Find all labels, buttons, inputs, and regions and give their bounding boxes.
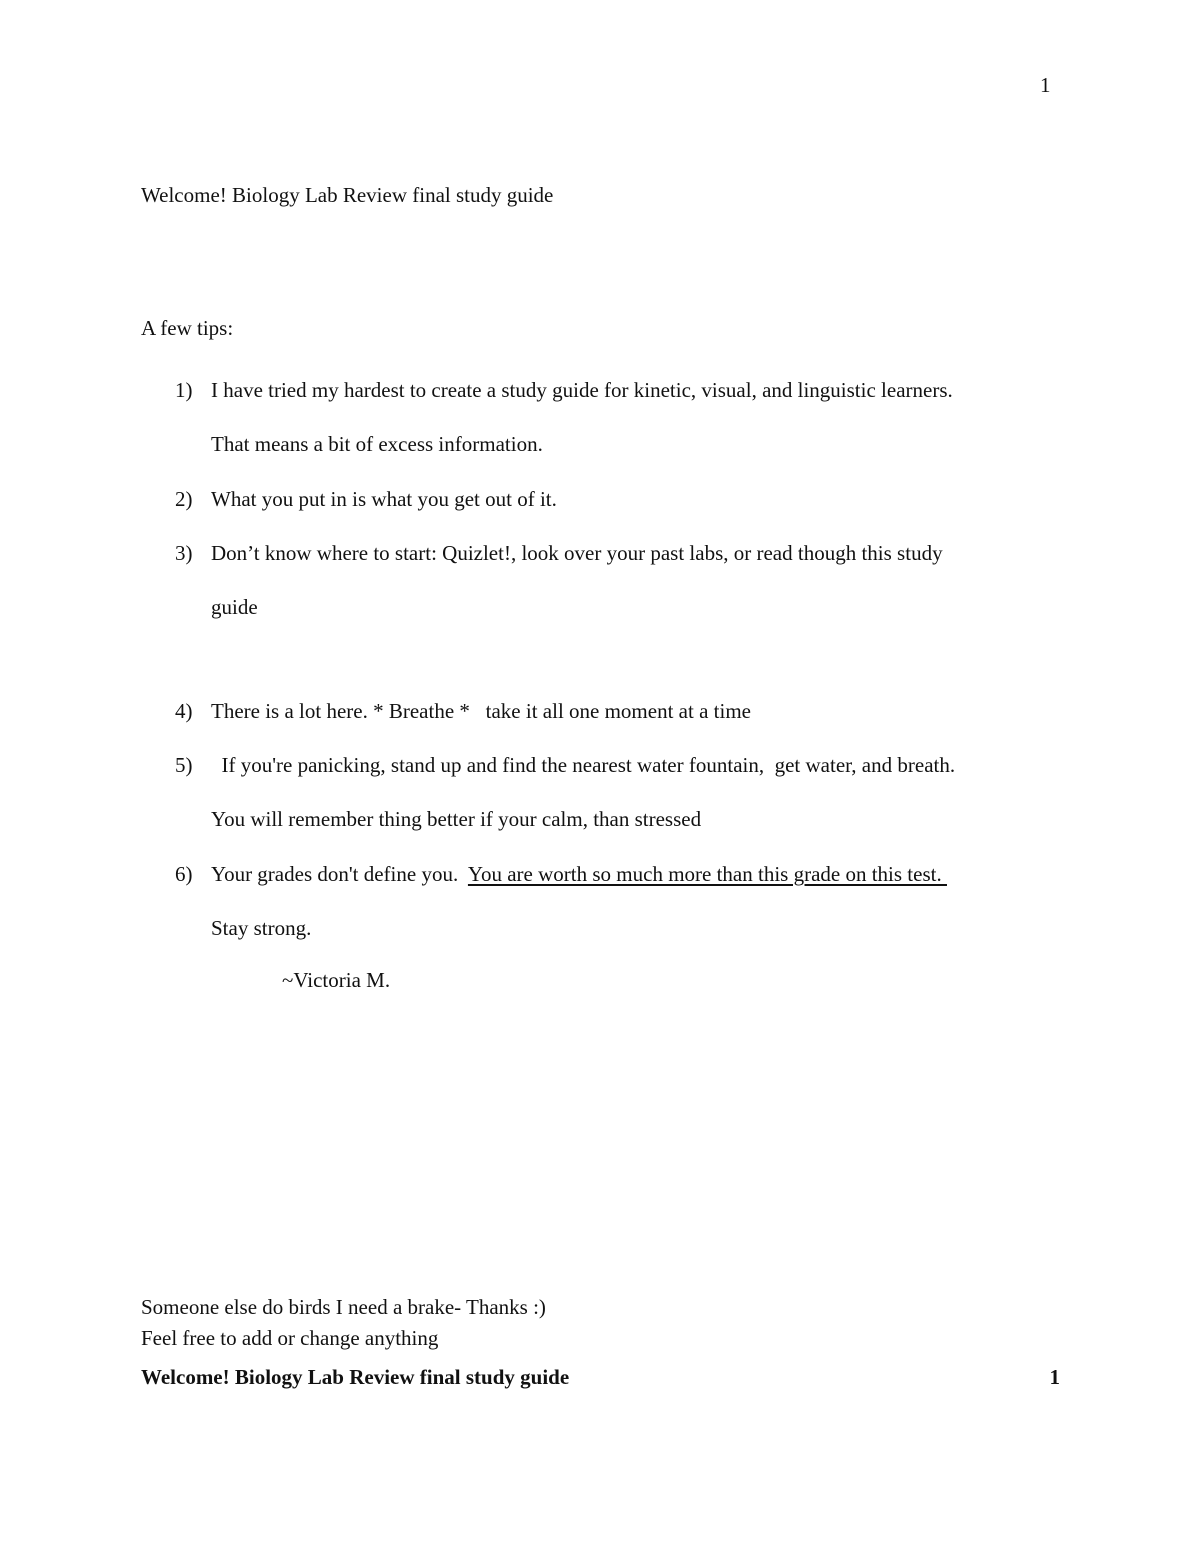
- running-footer: [141, 1364, 1060, 1392]
- tip-2-line-1: What you put in is what you get out of it.: [211, 487, 557, 511]
- tip-6-lead-text: Your grades don't define you.: [211, 862, 468, 886]
- tip-1-line-2: That means a bit of excess information.: [211, 432, 543, 456]
- tip-1-line-1: I have tried my hardest to create a study guide for kinetic, visual, and linguistic learners.: [211, 378, 953, 402]
- tip-2-number: 2): [175, 487, 193, 511]
- tip-6-number: 6): [175, 862, 193, 886]
- tips-heading: A few tips:: [141, 316, 234, 340]
- tip-5-line-2: You will remember thing better if your calm, than stressed: [211, 807, 702, 831]
- tip-1-number: 1): [175, 378, 193, 402]
- tip-6-underlined-text: You are worth so much more than this grade on this test.: [467, 862, 947, 886]
- signature: ~Victoria M.: [282, 968, 391, 992]
- tip-3-number: 3): [175, 541, 193, 565]
- tip-3-line-1: Don’t know where to start: Quizlet!, look over your past labs, or read though this study: [211, 541, 943, 565]
- tip-5-number: 5): [175, 753, 193, 777]
- footer-title: Welcome! Biology Lab Review final study guide: [141, 1365, 570, 1389]
- tip-4-number: 4): [175, 699, 193, 723]
- footer-note-2: Feel free to add or change anything: [141, 1326, 439, 1350]
- document-title: Welcome! Biology Lab Review final study guide: [141, 183, 554, 207]
- footer-page-number: 1: [1049, 1365, 1060, 1389]
- tip-4-line-1: There is a lot here. * Breathe * take it all one moment at a time: [211, 699, 751, 723]
- tip-6-line-1: [211, 861, 947, 887]
- tip-5-line-1: If you're panicking, stand up and find the nearest water fountain, get water, and breath.: [211, 753, 956, 777]
- tip-6-line-2: Stay strong.: [211, 916, 312, 940]
- header-page-number: 1: [1040, 73, 1051, 97]
- footer-note-1: Someone else do birds I need a brake- Thanks :): [141, 1295, 546, 1319]
- tip-3-line-2: guide: [211, 595, 258, 619]
